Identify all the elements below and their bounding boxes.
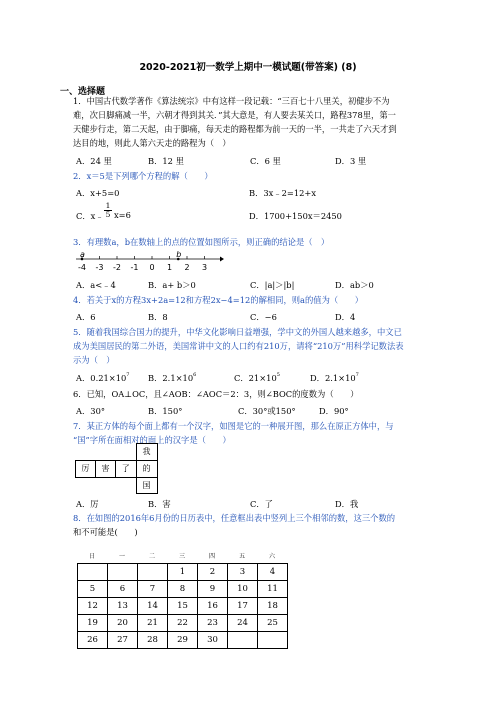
number-line-tick-label: -3 xyxy=(95,263,104,272)
q8-line-2: 和不可能是( ) xyxy=(73,527,138,537)
q7-line-1: 7．某正方体的每个面上都有一个汉字，如图是它的一种展开图，那么在原正方体中，与 xyxy=(73,421,394,431)
number-line-tick-label: -1 xyxy=(130,263,139,272)
calendar-header-cell: 四 xyxy=(198,547,228,564)
q6-option-c: C．30°或150° xyxy=(238,406,296,416)
q4-option-d: D．4 xyxy=(335,312,356,322)
point-b-label: b xyxy=(176,250,182,259)
calendar-cell xyxy=(78,564,108,581)
calendar-row xyxy=(78,632,288,649)
cube-face-2: 害 xyxy=(96,460,116,477)
cube-face-4: 的 xyxy=(136,460,157,477)
number-line-tick-label: 0 xyxy=(149,263,155,272)
q5-line-3: 示为（ ） xyxy=(73,355,115,365)
q1-option-a: A．24 里 xyxy=(76,156,112,166)
q1-line-4: 达目的地，则此人第六天走的路程为（ ） xyxy=(73,138,231,148)
q6-option-d: D．90° xyxy=(319,406,349,416)
q3-option-b: B．a+ b＞0 xyxy=(148,280,196,290)
calendar-row xyxy=(78,564,288,581)
cube-face-1: 厉 xyxy=(76,460,96,477)
calendar-row xyxy=(78,615,288,632)
calendar-cell: 3 xyxy=(228,564,258,581)
point-a-label: a xyxy=(80,250,85,259)
calendar-row xyxy=(78,581,288,598)
calendar-cell: 14 xyxy=(138,598,168,615)
q3-option-a: A．a<﹣4 xyxy=(76,280,116,290)
q8-line-1: 8．在如图的2016年6月份的日历表中，任意框出表中竖列上三个相邻的数，这三个数的 xyxy=(73,513,396,523)
q6-option-a: A．30° xyxy=(76,406,105,416)
calendar-cell: 13 xyxy=(108,598,138,615)
calendar-cell: 16 xyxy=(198,598,228,615)
q1-line-2: 难，次日脚痛减一半，六朝才得到其关．”其大意是，有人要去某关口，路程378里，第一 xyxy=(73,110,396,120)
calendar-cell: 30 xyxy=(198,632,228,649)
q4-stem: 4．若关于x的方程3x+2a=12和方程2x−4=12的解相同，则a的值为（ ） xyxy=(73,295,364,305)
calendar-cell: 26 xyxy=(78,632,108,649)
q5-line-2: 成为美国居民的第二外语，美国常讲中文的人口约有210万，请将“210万”用科学记数法表 xyxy=(73,341,404,351)
calendar-cell: 19 xyxy=(78,615,108,632)
q2-option-a: A．x+5=0 xyxy=(76,188,120,198)
q7-line-2: “国”字所在面相对的面上的汉字是（ ） xyxy=(73,435,231,445)
q3-stem: 3．有理数a，b在数轴上的点的位置如图所示，则正确的结论是（ ） xyxy=(73,237,330,247)
calendar-cell: 18 xyxy=(258,598,288,615)
calendar-header-cell: 六 xyxy=(258,547,288,564)
q5-option-a-exponent: 7 xyxy=(126,372,130,378)
number-line-tick-label: 1 xyxy=(166,263,173,272)
calendar-cell xyxy=(138,564,168,581)
calendar-table xyxy=(77,547,288,649)
calendar-header-cell: 一 xyxy=(108,547,138,564)
number-line-tick-label: 3 xyxy=(201,263,208,272)
q7-option-b: B．害 xyxy=(148,499,171,509)
q4-option-c: C．−6 xyxy=(250,312,277,322)
calendar-header-cell: 日 xyxy=(78,547,108,564)
q1-line-1: 1．中国古代数学著作《算法统宗》中有这样一段记载：“三百七十八里关，初健步不为 xyxy=(73,96,390,106)
q3-option-c: C．|a|＞|b| xyxy=(250,280,295,290)
calendar-cell xyxy=(228,632,258,649)
calendar-cell: 28 xyxy=(138,632,168,649)
q5-option-c-label: C． xyxy=(234,373,249,383)
calendar-cell: 27 xyxy=(108,632,138,649)
number-line-tick-label: -4 xyxy=(78,263,86,272)
page-title: 2020-2021初一数学上期中一模试题(带答案) (8) xyxy=(139,62,357,73)
calendar-cell: 15 xyxy=(168,598,198,615)
q5-option-a-base: 0.21×10 xyxy=(90,373,127,383)
calendar-cell: 12 xyxy=(78,598,108,615)
q2-option-c-suffix: x=6 xyxy=(114,210,131,220)
calendar-cell: 25 xyxy=(258,615,288,632)
calendar-cell: 21 xyxy=(138,615,168,632)
q2-option-c-prefix: C．x﹣ xyxy=(76,211,104,221)
q6-option-b: B．150° xyxy=(148,406,183,416)
q5-option-b-label: B． xyxy=(148,373,163,383)
calendar-row xyxy=(78,598,288,615)
q5-option-b-base: 2.1×10 xyxy=(162,373,194,383)
q4-option-a: A．6 xyxy=(76,312,96,322)
q2-stem: 2．x＝5是下列哪个方程的解（ ） xyxy=(73,171,213,181)
calendar-cell: 2 xyxy=(198,564,228,581)
q5-option-b xyxy=(148,372,196,384)
q7-option-d: D．我 xyxy=(335,499,359,509)
calendar-cell: 23 xyxy=(198,615,228,632)
cube-face-top: 我 xyxy=(136,444,157,461)
q5-option-c-exponent: 5 xyxy=(276,372,280,378)
calendar-cell: 6 xyxy=(108,581,138,598)
q2-fraction xyxy=(104,202,112,219)
calendar-cell: 8 xyxy=(168,581,198,598)
calendar-cell xyxy=(108,564,138,581)
q5-option-c-base: 21×10 xyxy=(248,373,277,383)
calendar-cell: 4 xyxy=(258,564,288,581)
q5-option-d-label: D． xyxy=(310,373,325,383)
q5-option-d-exponent: 7 xyxy=(355,372,359,378)
q7-option-c: C．了 xyxy=(250,499,273,509)
q5-option-a xyxy=(76,372,129,384)
calendar-header-cell: 二 xyxy=(138,547,168,564)
calendar-cell: 9 xyxy=(198,581,228,598)
q6-stem: 6．已知，OA⊥OC，且∠AOB：∠AOC＝2：3，则∠BOC的度数为（ ） xyxy=(73,389,359,399)
calendar-cell: 20 xyxy=(108,615,138,632)
calendar-cell: 7 xyxy=(138,581,168,598)
q5-option-b-exponent: 6 xyxy=(193,372,197,378)
cube-face-bottom: 国 xyxy=(136,477,157,494)
q5-option-a-label: A． xyxy=(76,373,91,383)
q2-option-d: D．1700+150x＝2450 xyxy=(249,211,342,221)
q5-option-c xyxy=(234,372,280,384)
calendar-cell: 5 xyxy=(78,581,108,598)
calendar-cell: 22 xyxy=(168,615,198,632)
section-heading: 一、选择题 xyxy=(60,87,106,97)
q1-option-c: C．6 里 xyxy=(250,156,281,166)
q4-option-b: B．8 xyxy=(148,312,168,322)
q5-option-d-base: 2.1×10 xyxy=(324,373,356,383)
q2-fraction-denominator: 5 xyxy=(105,210,111,219)
q5-option-d xyxy=(310,372,359,384)
number-line-arrow xyxy=(220,257,224,262)
calendar-cell: 11 xyxy=(258,581,288,598)
number-line-ticks xyxy=(78,256,207,272)
calendar-cell: 10 xyxy=(228,581,258,598)
q3-option-d: D．ab＞0 xyxy=(335,280,374,290)
calendar-cell xyxy=(258,632,288,649)
cube-net xyxy=(75,443,158,494)
q2-option-b: B．3x﹣2=12+x xyxy=(249,188,317,198)
calendar-cell: 24 xyxy=(228,615,258,632)
q1-option-d: D．3 里 xyxy=(335,156,367,166)
calendar-cell: 1 xyxy=(168,564,198,581)
q1-line-3: 天健步行走，第二天起，由于脚痛，每天走的路程都为前一天的一半，一共走了六天才到 xyxy=(73,124,397,134)
calendar-cell: 29 xyxy=(168,632,198,649)
calendar-cell: 17 xyxy=(228,598,258,615)
number-line-tick-label: -2 xyxy=(113,263,121,272)
q5-line-1: 5．随着我国综合国力的提升，中华文化影响日益增强，学中文的外国人越来越多，中文已 xyxy=(73,327,402,337)
number-line-figure xyxy=(74,248,224,274)
calendar-header-cell: 五 xyxy=(228,547,258,564)
calendar-header-cell: 三 xyxy=(168,547,198,564)
number-line-tick-label: 2 xyxy=(184,263,190,272)
q2-fraction-numerator: 1 xyxy=(105,201,111,210)
q1-option-b: B．12 里 xyxy=(148,156,184,166)
cube-face-3: 了 xyxy=(116,460,137,477)
q7-option-a: A．厉 xyxy=(76,499,99,509)
